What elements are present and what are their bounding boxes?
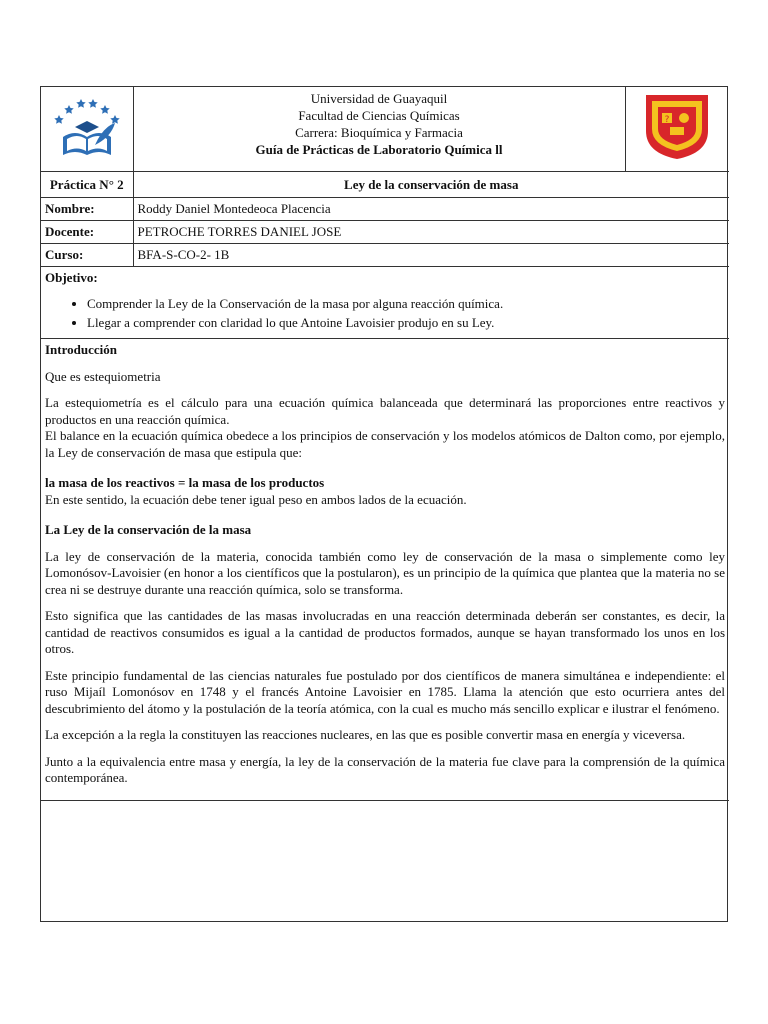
law-paragraph: Esto significa que las cantidades de las masas involucradas en una reacción determinada deberán ser constantes, es decir, la cantidad de reactivos consumidos es igual a la cantidad de productos formados, aunque se hayan transformado los unos en los otros. <box>45 608 725 656</box>
introduction-section <box>41 339 729 801</box>
objective-item: • Comprender la Ley de la Conservación de la masa por alguna reacción química. <box>87 294 725 313</box>
institution-block <box>133 87 625 172</box>
objective-section <box>41 267 729 339</box>
book-quill-logo-icon <box>45 93 129 163</box>
guide-title: Guía de Prácticas de Laboratorio Química ll <box>255 142 503 157</box>
field-value-docente: PETROCHE TORRES DANIEL JOSE <box>133 221 729 244</box>
law-paragraph: La ley de conservación de la materia, conocida también como ley de conservación de la masa o simplemente como ley Lomonósov-Lavoisier (en honor a los científicos que la postularon), es un principio de la química que plantea que la materia no se crea ni se destruye durante una reacción química, solo se transforma. <box>45 548 725 597</box>
objective-list <box>45 294 725 332</box>
practice-guide-sheet <box>40 86 728 922</box>
law-paragraph: Junto a la equivalencia entre masa y energía, la ley de la conservación de la materia fue clave para la comprensión de la química contemporánea. <box>45 753 725 785</box>
formula-note: En este sentido, la ecuación debe tener igual peso en ambos lados de la ecuación. <box>45 491 467 507</box>
field-value-curso: BFA-S-CO-2- 1B <box>133 244 729 267</box>
field-label-nombre: Nombre: <box>41 198 133 221</box>
career-name: Carrera: Bioquímica y Farmacia <box>295 125 463 140</box>
university-logo-cell <box>41 87 133 172</box>
law-paragraph: La excepción a la regla la constituyen las reacciones nucleares, en las que es posible convertir masa en energía y viceversa. <box>45 727 686 742</box>
law-paragraph: Este principio fundamental de las ciencias naturales fue postulado por dos científicos de manera simultánea e independiente: el ruso Mijaíl Lomonósov en 1748 y el francés Antoine Lavoisier en 1785. Llama la atención que esto ocurriera antes del descubrimiento del átomo y la postulación de la teoría atómica, con la cual es mucho más sencillo explicar e ilustrar el fenómeno. <box>45 667 725 716</box>
mass-formula: la masa de los reactivos = la masa de los productos <box>45 475 325 490</box>
formula-block <box>45 475 725 492</box>
field-label-docente: Docente: <box>41 221 133 244</box>
faculty-name: Facultad de Ciencias Químicas <box>298 108 460 123</box>
svg-text:?: ? <box>664 115 669 125</box>
intro-paragraph: El balance en la ecuación química obedece a los principios de conservación y los modelos atómicos de Dalton como, por ejemplo, la Ley de conservación de masa que estipula que: <box>45 428 725 460</box>
intro-paragraph: La estequiometría es el cálculo para una ecuación química balanceada que determinará las proporciones entre reactivos y productos en una reacción química. <box>45 395 725 427</box>
objective-label: Objetivo: <box>45 270 98 285</box>
faculty-seal-cell <box>625 87 729 172</box>
faculty-seal-icon <box>640 91 714 161</box>
field-value-nombre: Roddy Daniel Montedeoca Placencia <box>133 198 729 221</box>
field-label-curso: Curso: <box>41 244 133 267</box>
header-table <box>41 87 729 801</box>
intro-heading: Introducción <box>45 342 117 357</box>
university-name: Universidad de Guayaquil <box>310 91 448 106</box>
practice-number: Práctica N° 2 <box>41 172 133 198</box>
practice-title: Ley de la conservación de masa <box>133 172 729 198</box>
intro-question: Que es estequiometria <box>45 368 161 384</box>
law-heading: La Ley de la conservación de la masa <box>45 522 252 537</box>
objective-item: • Llegar a comprender con claridad lo que Antoine Lavoisier produjo en su Ley. <box>87 313 725 332</box>
